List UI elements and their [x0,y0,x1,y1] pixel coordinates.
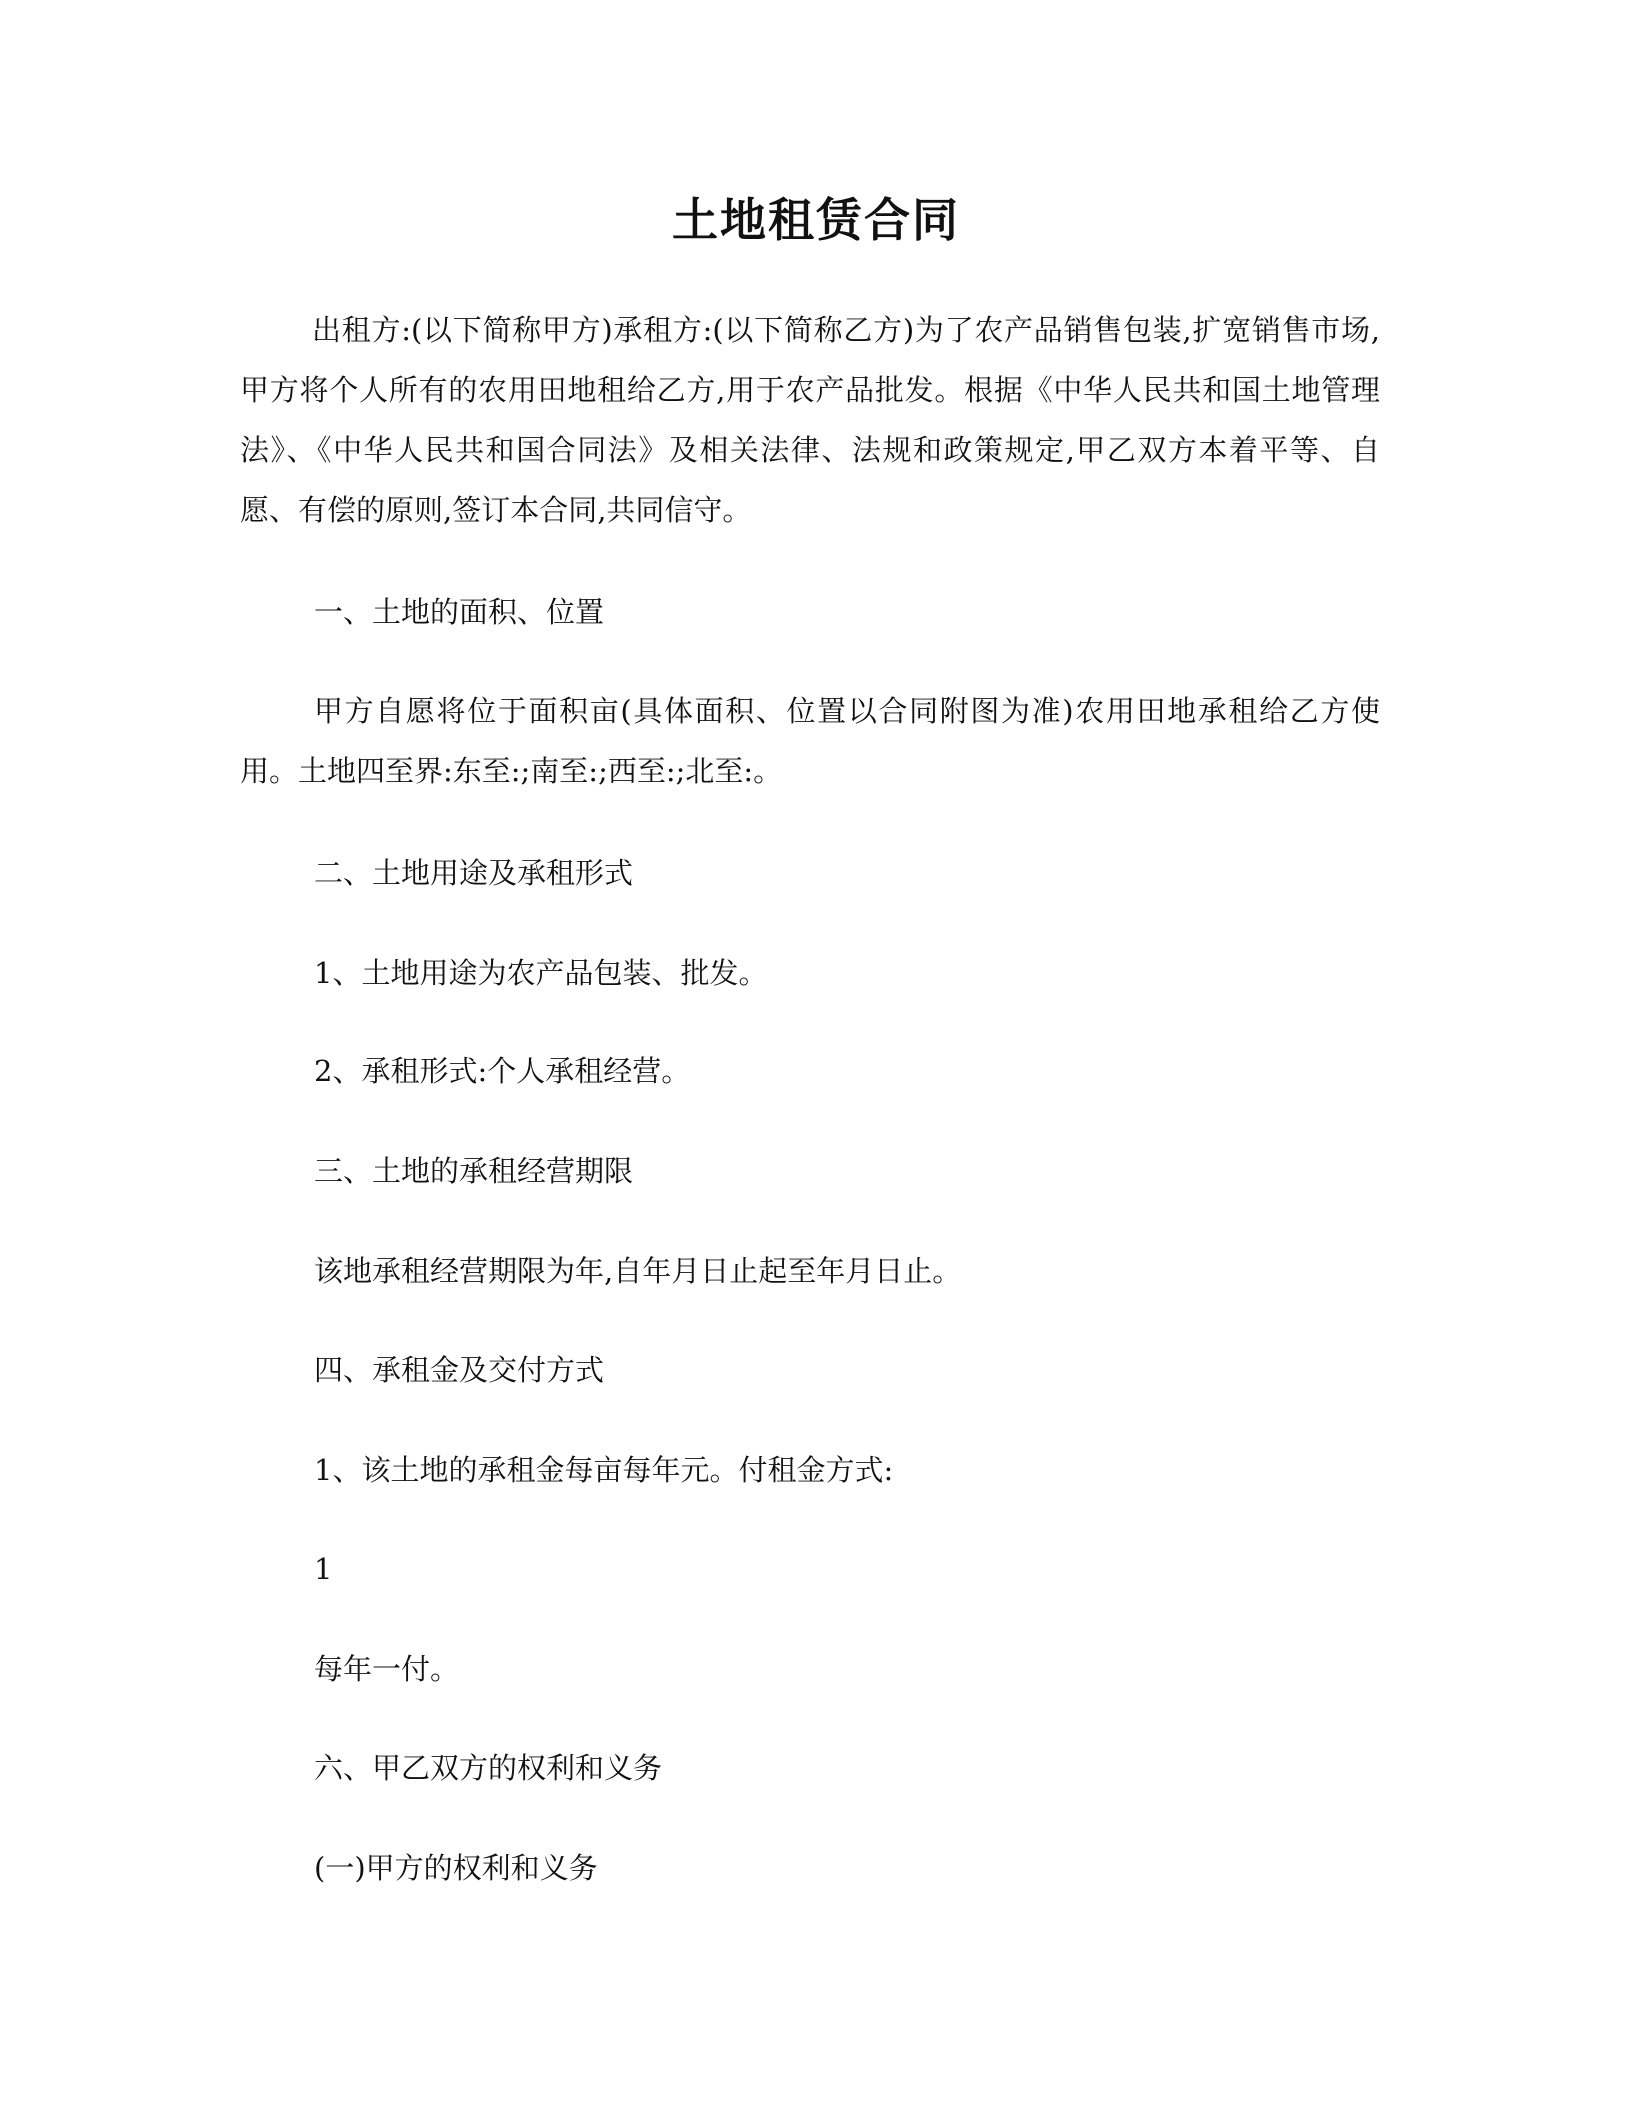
intro-paragraph: 出租方:(以下简称甲方)承租方:(以下简称乙方)为了农产品销售包装,扩宽销售市场,甲方将个人所有的农用田地租给乙方,用于农产品批发。根据《中华人民共和国土地管理法》、《中华人民共和国合同法》及相关法律、法规和政策规定,甲乙双方本着平等、自愿、有偿的原则,签订本合同,共同信守。 [240,313,1380,527]
section-2-item-2: 2、承租形式:个人承租经营。 [314,1054,691,1088]
section-2-item-1: 1、土地用途为农产品包装、批发。 [314,956,768,990]
section-3-body: 该地承租经营期限为年,自年月日止起至年月日止。 [314,1254,962,1288]
section-6-heading: 六、甲乙双方的权利和义务 [314,1751,663,1785]
section-4-heading: 四、承租金及交付方式 [314,1353,605,1387]
section-3-heading: 三、土地的承租经营期限 [314,1154,634,1188]
section-2-heading: 二、土地用途及承租形式 [314,856,634,890]
section-4-payment: 每年一付。 [314,1652,460,1686]
section-4-number: 1 [314,1552,333,1586]
page-title: 土地租赁合同 [672,193,960,247]
section-1-body: 甲方自愿将位于面积亩(具体面积、位置以合同附图为准)农用田地承租给乙方使用。土地四至界:东至:;南至:;西至:;北至:。 [240,694,1380,788]
section-1-heading: 一、土地的面积、位置 [314,595,605,629]
section-4-item-1: 1、该土地的承租金每亩每年元。付租金方式: [314,1453,894,1487]
section-6-subheading-1: (一)甲方的权利和义务 [314,1851,598,1885]
